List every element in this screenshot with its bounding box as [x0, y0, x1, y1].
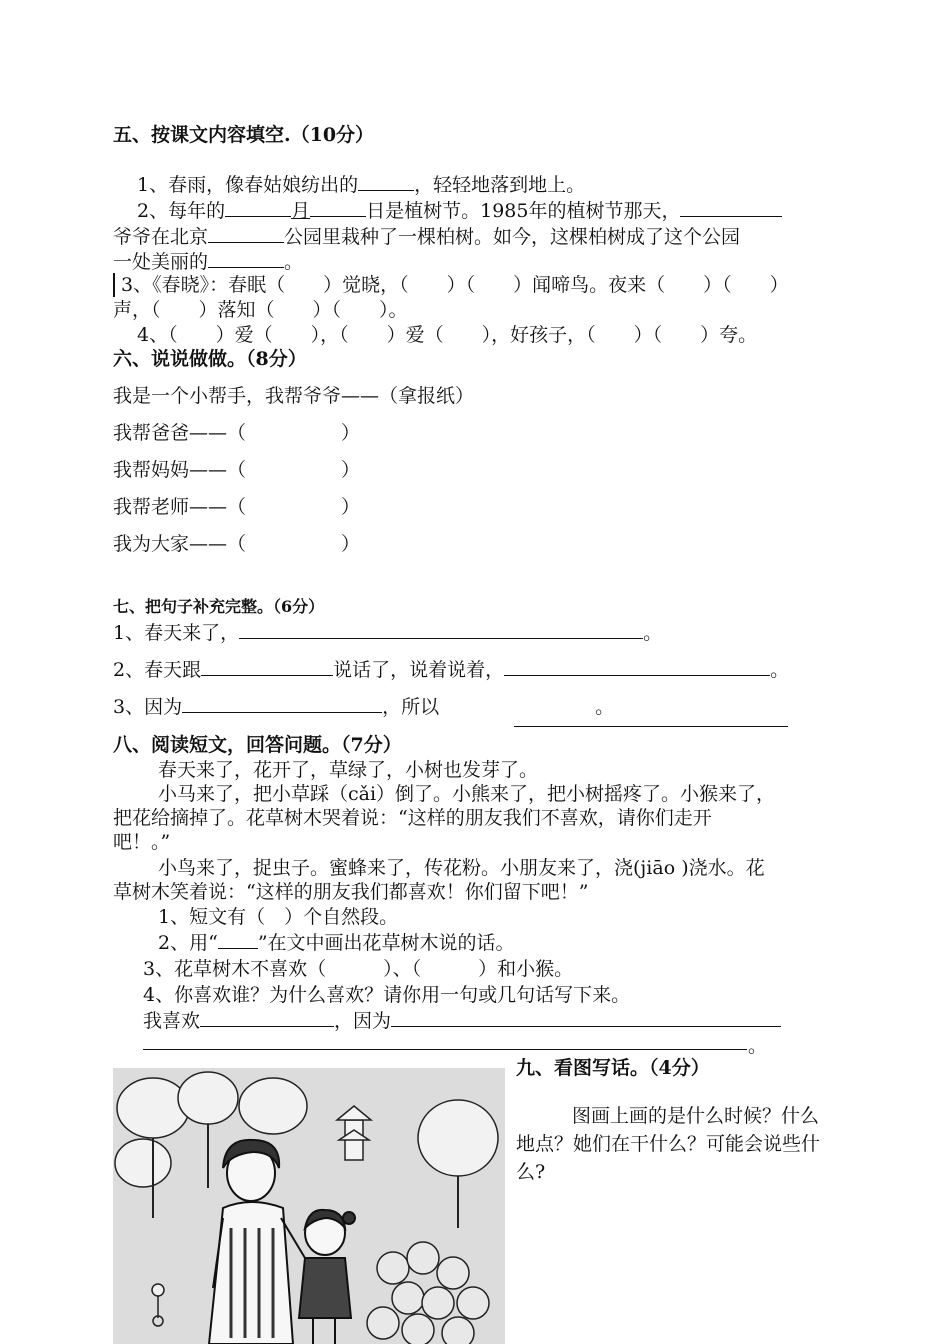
section7-line1: 1、春天来了， 。	[113, 622, 663, 644]
section6-title: 六、说说做做。（8分）	[113, 348, 307, 370]
answer-line[interactable]	[143, 1049, 747, 1050]
answer-blank[interactable]	[201, 657, 333, 676]
illustration-drawing	[113, 1068, 505, 1344]
passage-line: 小马来了，把小草踩（cǎi）倒了。小熊来了，把小树摇疼了。小猴来了，	[158, 783, 776, 805]
answer-line[interactable]	[514, 726, 788, 727]
section6-line4: 我帮老师——（ ）	[113, 496, 361, 518]
question-4: 4、你喜欢谁？为什么喜欢？请你用一句或几句话写下来。	[143, 984, 631, 1006]
answer-blank[interactable]	[218, 934, 258, 949]
answer-blank[interactable]	[239, 620, 643, 639]
illustration-mother-daughter-flowers	[113, 1068, 505, 1344]
answer-blank[interactable]	[182, 694, 382, 713]
section6-line3: 我帮妈妈——（ ）	[113, 459, 361, 481]
passage-line: 草树木笑着说：“这样的朋友我们都喜欢！你们留下吧！”	[113, 881, 589, 903]
section5-line1: 1、春雨，像春姑娘纺出的 ，轻轻地落到地上。	[137, 174, 586, 196]
passage-line: 小鸟来了，捉虫子。蜜蜂来了，传花粉。小朋友来了，浇(jiāo )浇水。花	[158, 857, 765, 879]
answer-blank-scenery[interactable]	[208, 249, 284, 268]
section8-title: 八、阅读短文，回答问题。（7分）	[113, 734, 402, 756]
section5-line3: 爷爷在北京 公园里栽种了一棵柏树。如今，这棵柏树成了这个公园	[113, 226, 741, 248]
section5-line7: 4、（ ）爱（ ），（ ）爱（ ），好孩子，（ ）（ ）夸。	[137, 324, 758, 346]
section5-title: 五、按课文内容填空.（10分）	[113, 124, 375, 146]
answer-blank-day[interactable]	[310, 198, 366, 217]
section6-line2: 我帮爸爸——（ ）	[113, 422, 361, 444]
answer-blank-park[interactable]	[208, 224, 284, 243]
section5-line5: 3、《春晓》：春眠（ ）觉晓，（ ）（ ）闻啼鸟。夜来（ ）（ ）	[113, 273, 789, 297]
section5-line4: 一处美丽的 。	[113, 251, 304, 273]
passage-line: 春天来了，花开了，草绿了，小树也发芽了。	[158, 759, 539, 781]
section7-title: 七、把句子补充完整。（6分）	[113, 597, 325, 616]
answer-blank[interactable]	[504, 657, 770, 676]
question-5: 我喜欢 ，因为	[143, 1008, 781, 1033]
question-3: 3、花草树木不喜欢（ ）、（ ）和小猴。	[143, 958, 574, 980]
passage-line: 把花给摘掉了。花草树木哭着说：“这样的朋友我们不喜欢，请你们走开	[113, 807, 712, 829]
question-2: 2、用“ ”在文中画出花草树木说的话。	[158, 932, 515, 954]
section5-line6: 声，（ ）落知（ ）（ ）。	[113, 299, 408, 321]
section9-title: 九、看图写话。（4分）	[516, 1057, 710, 1079]
section7-line2: 2、春天跟 说话了，说着说着， 。	[113, 659, 790, 681]
answer-blank[interactable]	[200, 1008, 334, 1027]
passage-line: 吧！。”	[113, 831, 171, 853]
period: 。	[748, 1035, 768, 1057]
section9-prompt: 图画上画的是什么时候？什么地点？她们在干什么？可能会说些什么?	[516, 1105, 821, 1183]
answer-blank-month[interactable]	[225, 198, 291, 217]
answer-blank[interactable]	[358, 172, 414, 191]
section6-line1: 我是一个小帮手，我帮爷爷——（拿报纸）	[113, 385, 475, 407]
answer-blank-name[interactable]	[680, 198, 782, 217]
section6-line5: 我为大家——（ ）	[113, 533, 361, 555]
answer-blank[interactable]	[391, 1008, 781, 1027]
question-1: 1、短文有（ ）个自然段。	[158, 906, 399, 928]
section5-line2: 2、每年的 月 日是植树节。1985年的植树节那天，	[137, 198, 782, 223]
section7-line3: 3、因为 ，所以 。	[113, 696, 615, 718]
